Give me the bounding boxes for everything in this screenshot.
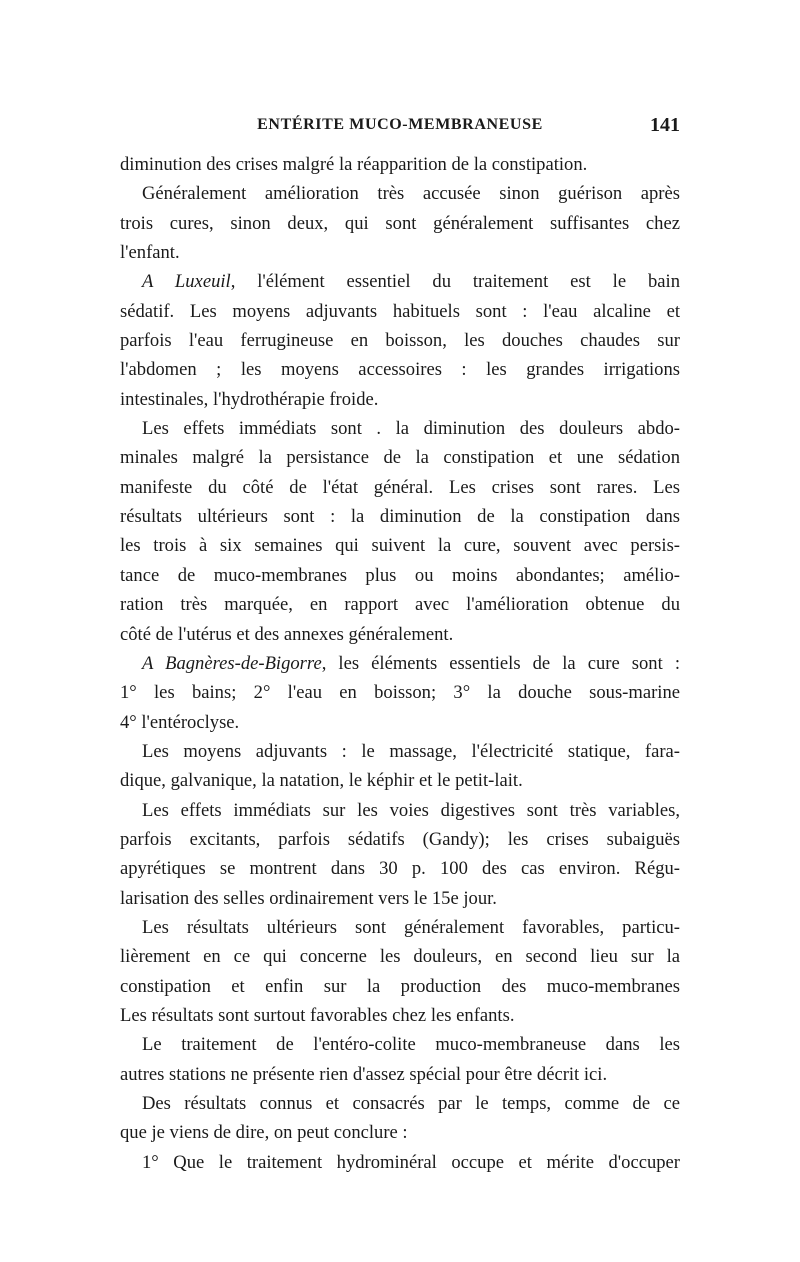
text-run: les trois à six semaines qui suivent la cure, souvent avec persis- bbox=[120, 535, 680, 557]
text-line bbox=[120, 678, 680, 707]
page-number: 141 bbox=[650, 114, 680, 136]
text-run: l'enfant. bbox=[120, 242, 180, 264]
text-line bbox=[120, 1089, 680, 1118]
text-run: intestinales, l'hydrothérapie froide. bbox=[120, 388, 379, 410]
text-run: Le traitement de l'entéro-colite muco-membraneuse dans les bbox=[142, 1034, 680, 1056]
text-run: , l'élément essentiel du traitement est le bain bbox=[230, 271, 681, 293]
text-run: parfois excitants, parfois sédatifs (Gandy); les crises subaiguës bbox=[120, 828, 680, 850]
text-run: lièrement en ce qui concerne les douleurs, en second lieu sur la bbox=[120, 946, 680, 968]
text-run: Les moyens adjuvants : le massage, l'électricité statique, fara- bbox=[142, 740, 680, 762]
running-header-title: ENTÉRITE MUCO-MEMBRANEUSE bbox=[257, 116, 543, 133]
text-line bbox=[120, 1118, 680, 1147]
text-line bbox=[120, 590, 680, 619]
text-run: , les éléments essentiels de la cure sont : bbox=[321, 652, 680, 674]
text-run: Les effets immédiats sont . la diminution des douleurs abdo- bbox=[142, 418, 680, 440]
text-line bbox=[120, 972, 680, 1001]
text-run: trois cures, sinon deux, qui sont généralement suffisantes chez bbox=[120, 212, 680, 234]
text-line bbox=[120, 796, 680, 825]
text-run: 4° l'entéroclyse. bbox=[120, 711, 240, 733]
text-line bbox=[120, 502, 680, 531]
text-line bbox=[120, 443, 680, 472]
text-line bbox=[120, 209, 680, 238]
text-line bbox=[120, 649, 680, 678]
text-run: larisation des selles ordinairement vers le 15e jour. bbox=[120, 887, 497, 909]
text-line bbox=[120, 531, 680, 560]
text-line bbox=[120, 884, 680, 913]
running-header bbox=[120, 116, 680, 140]
text-line bbox=[120, 708, 680, 737]
text-line bbox=[120, 854, 680, 883]
text-run: Les effets immédiats sur les voies digestives sont très variables, bbox=[142, 799, 680, 821]
text-line bbox=[120, 942, 680, 971]
text-run: l'abdomen ; les moyens accessoires : les grandes irrigations bbox=[120, 359, 680, 381]
text-line bbox=[120, 1030, 680, 1059]
text-run: sédatif. Les moyens adjuvants habituels sont : l'eau alcaline et bbox=[120, 300, 680, 322]
text-line bbox=[120, 473, 680, 502]
text-run: ration très marquée, en rapport avec l'amélioration obtenue du bbox=[120, 594, 680, 616]
text-run: Les résultats ultérieurs sont généralement favorables, particu- bbox=[142, 916, 680, 938]
text-line bbox=[120, 385, 680, 414]
text-run: parfois l'eau ferrugineuse en boisson, les douches chaudes sur bbox=[120, 330, 680, 352]
text-line bbox=[120, 355, 680, 384]
text-run: autres stations ne présente rien d'assez spécial pour être décrit ici. bbox=[120, 1063, 608, 1085]
text-line bbox=[120, 825, 680, 854]
text-run: résultats ultérieurs sont : la diminution de la constipation dans bbox=[120, 506, 680, 528]
text-line bbox=[120, 414, 680, 443]
italic-text: Luxeuil bbox=[174, 271, 231, 293]
italic-text: A bbox=[142, 271, 175, 293]
text-run: 1° les bains; 2° l'eau en boisson; 3° la douche sous-marine bbox=[120, 682, 680, 704]
text-line bbox=[120, 737, 680, 766]
text-line bbox=[120, 561, 680, 590]
text-run: côté de l'utérus et des annexes généralement. bbox=[120, 623, 454, 645]
text-run: Généralement amélioration très accusée sinon guérison après bbox=[142, 183, 680, 205]
text-run: apyrétiques se montrent dans 30 p. 100 des cas environ. Régu- bbox=[120, 858, 680, 880]
text-run: manifeste du côté de l'état général. Les crises sont rares. Les bbox=[120, 476, 680, 498]
text-line bbox=[120, 1148, 680, 1177]
text-run: Les résultats sont surtout favorables chez les enfants. bbox=[120, 1004, 515, 1026]
text-run: 1° Que le traitement hydrominéral occupe et mérite d'occuper bbox=[142, 1151, 680, 1173]
text-line bbox=[120, 150, 680, 179]
text-run: constipation et enfin sur la production des muco-membranes bbox=[120, 975, 680, 997]
text-run: tance de muco-membranes plus ou moins abondantes; amélio- bbox=[120, 564, 680, 586]
text-line bbox=[120, 267, 680, 296]
text-line bbox=[120, 238, 680, 267]
text-line bbox=[120, 1060, 680, 1089]
text-line bbox=[120, 297, 680, 326]
text-line bbox=[120, 1001, 680, 1030]
text-line bbox=[120, 326, 680, 355]
body-text bbox=[120, 150, 680, 1177]
text-run: Des résultats connus et consacrés par le temps, comme de ce bbox=[142, 1093, 680, 1114]
text-run: dique, galvanique, la natation, le képhir et le petit-lait. bbox=[120, 770, 523, 792]
text-line bbox=[120, 179, 680, 208]
text-line bbox=[120, 766, 680, 795]
text-line bbox=[120, 913, 680, 942]
text-run: diminution des crises malgré la réapparition de la constipation. bbox=[120, 154, 588, 175]
text-run: minales malgré la persistance de la constipation et une sédation bbox=[120, 447, 680, 469]
text-run: que je viens de dire, on peut conclure : bbox=[120, 1122, 408, 1144]
italic-text: Bagnères-de-Bigorre bbox=[165, 652, 322, 674]
italic-text: A bbox=[142, 652, 166, 674]
text-line bbox=[120, 620, 680, 649]
